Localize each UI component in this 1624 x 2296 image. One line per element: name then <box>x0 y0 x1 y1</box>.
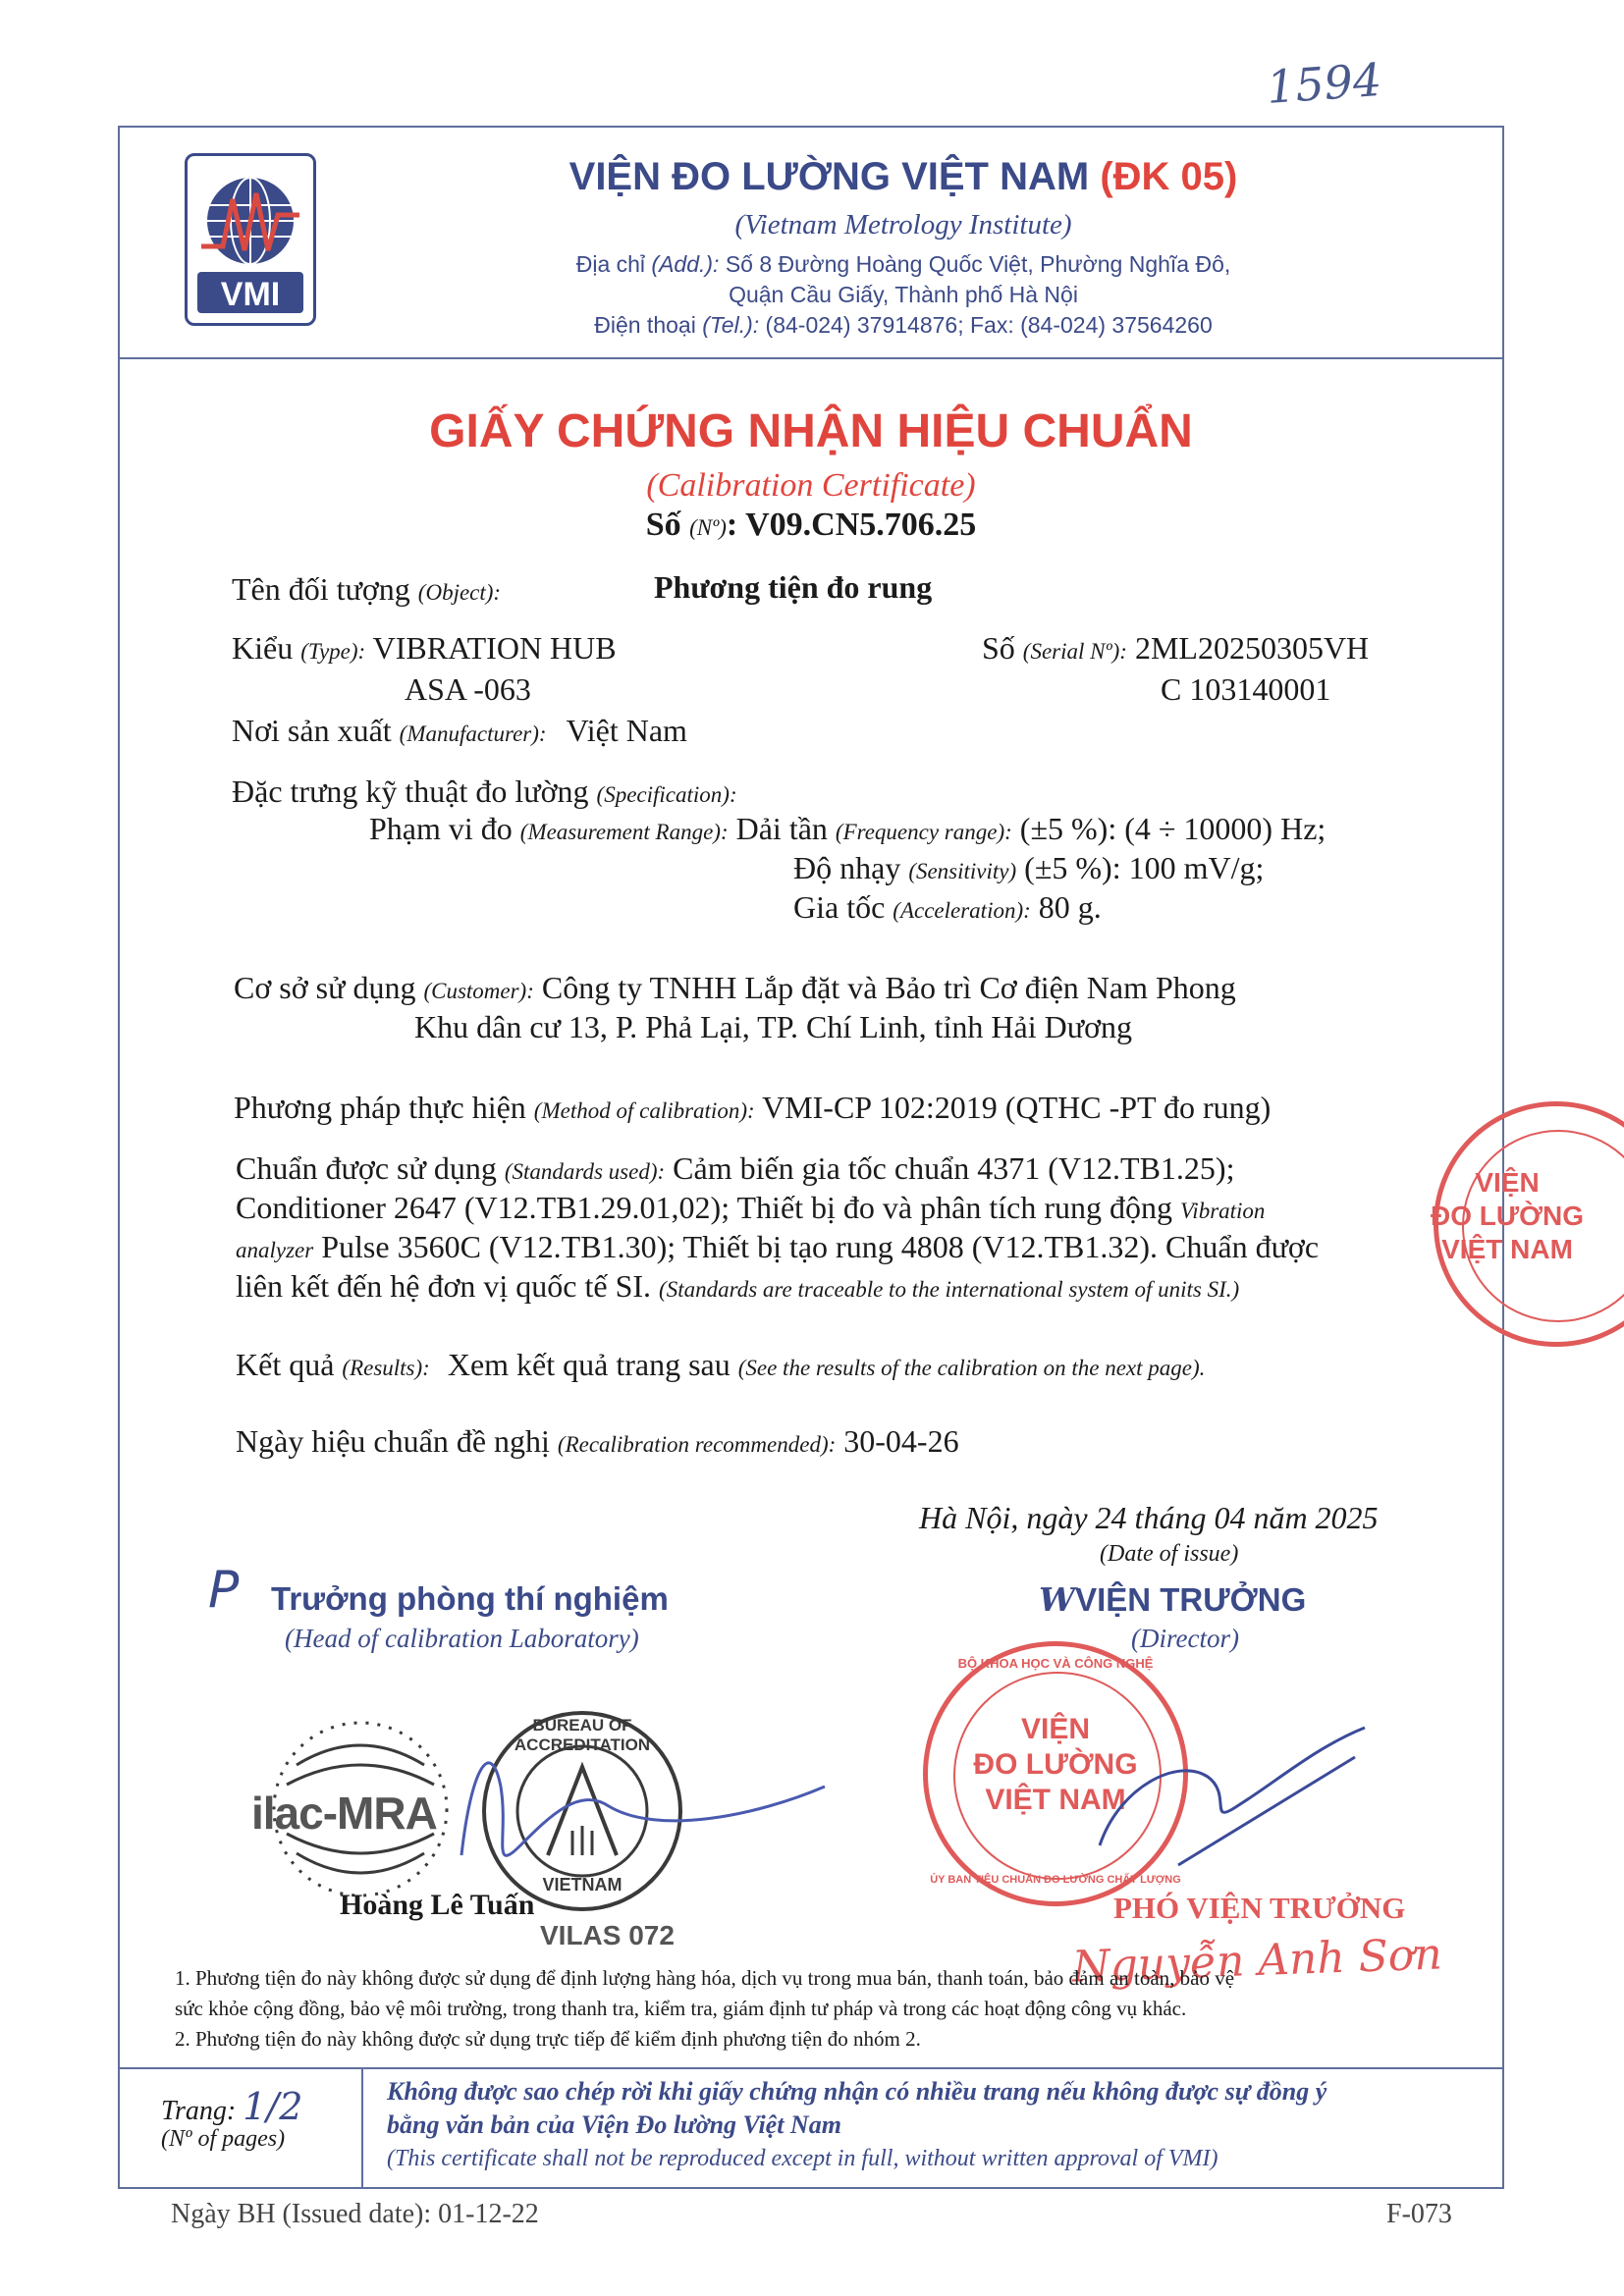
issue-date-label: (Date of issue) <box>1100 1541 1239 1567</box>
type-label-en: (Type): <box>300 639 366 664</box>
director-title: VIỆN TRƯỞNG <box>1075 1581 1307 1618</box>
phone-value: (84-024) 37914876; Fax: (84-024) 37564260 <box>765 312 1213 338</box>
vilas-number: VILAS 072 <box>540 1920 675 1950</box>
notice-line1: Không được sao chép rời khi giấy chứng nhận có nhiều trang nếu không được sự đồng ý <box>387 2077 1327 2106</box>
stamp-ring-bottom: ỦY BAN TIÊU CHUẨN ĐO LƯỜNG CHẤT LƯỢNG <box>930 1874 1181 1886</box>
phone-label: Điện thoại <box>594 312 696 338</box>
type-label: Kiểu <box>232 630 294 666</box>
ilac-mra-text: ilac-MRA <box>251 1788 437 1839</box>
institute-name-en: (Vietnam Metrology Institute) <box>734 209 1072 240</box>
results-row <box>236 1347 1205 1383</box>
acceleration-row <box>793 889 1102 926</box>
stamp-line2: ĐO LƯỜNG <box>973 1748 1138 1781</box>
stamp-line3: VIỆT NAM <box>985 1784 1126 1816</box>
manufacturer-row <box>232 713 687 749</box>
standards-line4 <box>236 1268 1239 1305</box>
standards-line3-en: analyzer <box>236 1238 314 1262</box>
sens-label: Độ nhạy <box>793 850 901 885</box>
standards-line1 <box>236 1150 1234 1187</box>
standards-line3-text: Pulse 3560C (V12.TB1.30); Thiết bị tạo rung 4808 (V12.TB1.32). Chuẩn được <box>321 1229 1320 1264</box>
notes <box>175 1963 1234 2055</box>
notice-line2: bằng văn bản của Viện Đo lường Việt Nam <box>387 2110 841 2139</box>
side-stamp-line1: VIỆN <box>1475 1167 1540 1198</box>
object-value: Phương tiện đo rung <box>654 569 933 605</box>
certificate-title-en: (Calibration Certificate) <box>646 467 976 504</box>
boa-top-text: BUREAU OF ACCREDITATION <box>514 1716 651 1754</box>
phone-label-en: (Tel.): <box>702 312 760 338</box>
recalibration-label: Ngày hiệu chuẩn đề nghị <box>236 1423 550 1459</box>
method-label-en: (Method of calibration): <box>533 1098 755 1123</box>
institute-header <box>373 155 1434 339</box>
notice-en: (This certificate shall not be reproduced except in full, without written approval of VMI) <box>387 2146 1218 2171</box>
serial-row <box>982 630 1369 667</box>
lab-head-initial: P <box>208 1561 240 1620</box>
standards-line2-en: Vibration <box>1179 1199 1266 1223</box>
serial-value1: 2ML20250305VH <box>1134 630 1370 666</box>
results-value-en: (See the results of the calibration on the next page). <box>737 1356 1206 1380</box>
serial-value2: C 103140001 <box>1161 671 1331 707</box>
issue-date: Hà Nội, ngày 24 tháng 04 năm 2025 <box>919 1500 1379 1535</box>
address-line2: Quận Cầu Giấy, Thành phố Hà Nội <box>729 282 1078 307</box>
serial-label-en: (Serial Nº): <box>1022 639 1127 664</box>
director-title-row <box>1039 1580 1306 1619</box>
sens-value: (±5 %): 100 mV/g; <box>1024 850 1265 885</box>
serial-label: Số <box>982 630 1015 666</box>
specification-row <box>232 774 737 810</box>
side-stamp-line2: ĐO LƯỜNG <box>1431 1201 1584 1231</box>
stamp-ring-top: BỘ KHOA HỌC VÀ CÔNG NGHỆ <box>957 1656 1154 1671</box>
form-code: F-073 <box>1386 2199 1452 2229</box>
note2: 2. Phương tiện đo này không được sử dụng trực tiếp để kiểm định phương tiện đo nhóm 2. <box>175 2027 921 2051</box>
certificate-number-value: : V09.CN5.706.25 <box>726 507 977 543</box>
specification-label-en: (Specification): <box>596 782 737 807</box>
lab-head-signature-icon <box>432 1728 844 1904</box>
method-value: VMI-CP 102:2019 (QTHC -PT đo rung) <box>762 1090 1272 1125</box>
results-label: Kết quả <box>236 1347 335 1382</box>
method-label: Phương pháp thực hiện <box>234 1090 526 1125</box>
lab-head-title: Trưởng phòng thí nghiệm <box>271 1580 669 1617</box>
manufacturer-label-en: (Manufacturer): <box>399 721 547 746</box>
institute-name: VIỆN ĐO LƯỜNG VIỆT NAM <box>568 155 1090 198</box>
freq-label: Dải tần <box>735 811 828 846</box>
director-initial: W <box>1039 1580 1076 1619</box>
footer-divider <box>118 2067 1504 2069</box>
acc-label-en: (Acceleration): <box>893 898 1031 923</box>
customer-label-en: (Customer): <box>423 979 534 1003</box>
method-row <box>234 1090 1271 1126</box>
results-label-en: (Results): <box>342 1356 430 1380</box>
deputy-director-title: PHÓ VIỆN TRƯỞNG <box>1113 1891 1406 1925</box>
standards-line2-text: Conditioner 2647 (V12.TB1.29.01,02); Thiết bị đo và phân tích rung động <box>236 1190 1172 1225</box>
boa-bottom-text: VIETNAM <box>542 1875 623 1895</box>
sens-label-en: (Sensitivity) <box>908 859 1017 883</box>
object-label-en: (Object): <box>417 580 502 605</box>
standards-label-en: (Standards used): <box>504 1159 666 1184</box>
recalibration-value: 30-04-26 <box>843 1423 959 1459</box>
issued-date: Ngày BH (Issued date): 01-12-22 <box>171 2199 539 2229</box>
customer-row <box>234 970 1236 1006</box>
stamp-line1: VIỆN <box>1020 1713 1091 1745</box>
object-label: Tên đối tượng <box>232 571 410 607</box>
standards-line4-text: liên kết đến hệ đơn vị quốc tế SI. <box>236 1268 652 1304</box>
type-row <box>232 630 617 667</box>
customer-address: Khu dân cư 13, P. Phả Lại, TP. Chí Linh, tỉnh Hải Dương <box>414 1009 1132 1044</box>
type-value1: VIBRATION HUB <box>372 630 617 666</box>
manufacturer-label: Nơi sản xuất <box>232 713 392 748</box>
note1-line1: 1. Phương tiện đo này không được sử dụng để định lượng hàng hóa, dịch vụ trong mua bán, thanh toán, bảo đảm an toàn, bảo vệ <box>175 1966 1235 1990</box>
range-row <box>369 811 1326 847</box>
director-title-en: (Director) <box>1131 1624 1239 1653</box>
lab-head-name: Hoàng Lê Tuấn <box>340 1889 535 1921</box>
specification-label: Đặc trưng kỹ thuật đo lường <box>232 774 589 809</box>
side-stamp-line3: VIỆT NAM <box>1441 1234 1573 1264</box>
address-label-en: (Add.): <box>651 251 720 277</box>
address-line1: Số 8 Đường Hoàng Quốc Việt, Phường Nghĩa Đô, <box>725 251 1231 277</box>
range-label: Phạm vi đo <box>369 811 513 846</box>
director-signature-icon <box>1060 1688 1375 1885</box>
certificate-number-label: Số <box>645 507 681 543</box>
standards-label: Chuẩn được sử dụng <box>236 1150 497 1186</box>
standards-line1-value: Cảm biến gia tốc chuẩn 4371 (V12.TB1.25); <box>673 1150 1235 1186</box>
handwritten-page-number: 1594 <box>1265 52 1383 115</box>
vmi-logo-text: VMI <box>220 276 281 313</box>
certificate-number <box>118 507 1504 544</box>
header-divider <box>118 357 1504 359</box>
address-label: Địa chỉ <box>575 251 646 277</box>
object-row <box>232 571 501 608</box>
customer-label: Cơ sở sử dụng <box>234 970 416 1005</box>
lab-head-title-en: (Head of calibration Laboratory) <box>285 1624 639 1653</box>
certificate-number-label-en: (Nº) <box>689 515 727 540</box>
customer-name: Công ty TNHH Lắp đặt và Bảo trì Cơ điện Nam Phong <box>541 970 1236 1005</box>
freq-label-en: (Frequency range): <box>835 820 1012 844</box>
standards-line3 <box>236 1229 1319 1265</box>
footer-notice <box>387 2075 1326 2175</box>
manufacturer-value: Việt Nam <box>566 713 687 748</box>
institute-code: (ĐK 05) <box>1100 155 1238 198</box>
acc-value: 80 g. <box>1038 889 1102 925</box>
sensitivity-row <box>793 850 1264 886</box>
footer-vertical-divider <box>361 2067 363 2189</box>
standards-line2 <box>236 1190 1265 1226</box>
page-label: Trang: <box>161 2096 237 2126</box>
range-label-en: (Measurement Range): <box>519 820 729 844</box>
note1-line2: sức khỏe cộng đồng, bảo vệ môi trường, trong thanh tra, kiểm tra, giám định tư pháp và trong các hoạt động công vụ khác. <box>175 1997 1187 2020</box>
page-count <box>161 2085 302 2128</box>
standards-line4-en: (Standards are traceable to the international system of units SI.) <box>659 1277 1240 1302</box>
recalibration-row <box>236 1423 959 1460</box>
results-value: Xem kết quả trang sau <box>447 1347 731 1382</box>
freq-value: (±5 %): (4 ÷ 10000) Hz; <box>1019 811 1326 846</box>
recalibration-label-en: (Recalibration recommended): <box>557 1432 837 1457</box>
vmi-logo <box>185 153 316 326</box>
page-value: 1/2 <box>243 2085 303 2128</box>
certificate-title: GIẤY CHỨNG NHẬN HIỆU CHUẨN <box>429 405 1193 457</box>
acc-label: Gia tốc <box>793 889 886 925</box>
type-value2: ASA -063 <box>405 671 531 707</box>
deputy-director-name: Nguyễn Anh Sơn <box>1071 1929 1443 1993</box>
page-label-en: (Nº of pages) <box>161 2126 286 2152</box>
